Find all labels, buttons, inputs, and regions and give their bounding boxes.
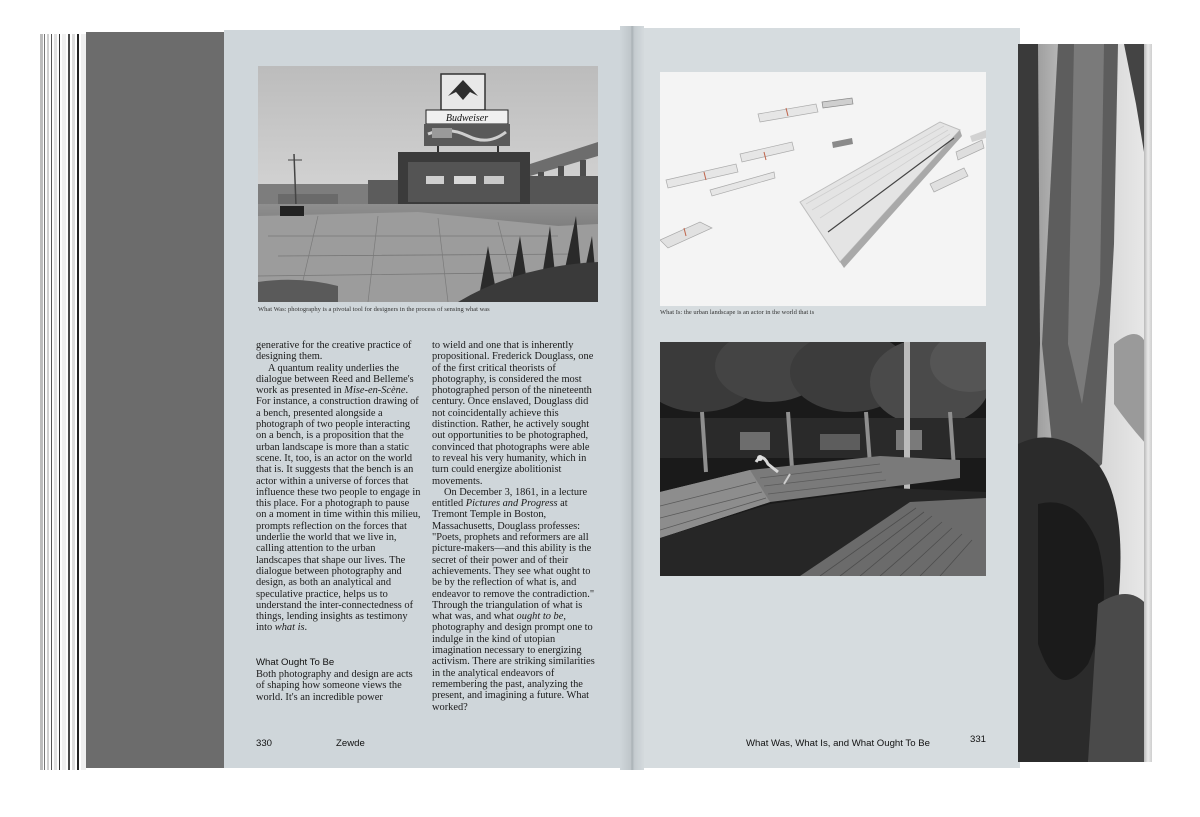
model-render-image: [660, 72, 986, 306]
grey-band: [86, 32, 224, 768]
paragraph: On December 3, 1861, in a lecture entitled Pictures and Progress at Tremont Temple in Boston, Massachusetts, Douglass professes: "Poets, prophets and reformers are all picture-makers—and this ability is the secret of their power and of their achievements. They see what ought to be by the reflection of what is, and endeavor to remove the contradiction." Through the triangulation of what is what was, and what ought to be, photography and design prompt one to indulge in the kind of utopian imagination necessary to energizing activism. There are striking similarities in the analytical endeavors of remembering the past, analyzing the present, and imagining a future. What worked?: [432, 486, 595, 713]
right-page-edge: [1144, 44, 1152, 762]
paragraph: Both photography and design are acts of shaping how someone views the world. It's an incredible power: [256, 669, 413, 703]
running-head-right: What Was, What Is, and What Ought To Be: [746, 738, 930, 749]
paragraph: to wield and one that is inherently propositional. Frederick Douglass, one of the first critical theorists of photography, is considered the most photographed person of the nineteenth century. Once enslaved, Douglass did not coincidentally achieve this distinction. Rather, he actively sought out opportunities to be photographed, convinced that photographs were able to reveal his very humanity, which in turn could energize abolitionist movements.: [432, 340, 594, 487]
next-page-photo: [1018, 44, 1146, 762]
bench-night-photo: [660, 342, 986, 576]
page-number-left: 330: [256, 738, 273, 749]
paragraph: generative for the creative practice of designing them.: [256, 340, 412, 363]
billboard-text: Budweiser: [445, 113, 489, 124]
page-edges: [40, 34, 88, 770]
left-page-column-2: [432, 340, 598, 713]
gutter: [620, 26, 644, 770]
left-image-caption: What Was: photography is a pivotal tool for designers in the process of sensing what was: [258, 306, 490, 313]
page-number-right: 331: [970, 734, 987, 745]
left-page-column-1: [256, 340, 422, 703]
paragraph: A quantum reality underlies the dialogue between Reed and Belleme's work as presented in Mise-en-Scène. For instance, a construction drawing of a bench, presented alongside a photograph of two people interacting on a bench, is a proposition that the urban landscape is more than a static scene. It, too, is an actor on the world that is. It suggests that the bench is an actor within a universe of forces that influence these two people to engage in this place. For a photograph to pause on a moment in time within this milieu, prompts reflection on the forces that underlie the world that we live in, calling attention to the urban landscapes that shape our lives. The dialogue between photography and design, as both an analytical and speculative practice, helps us to understand the inter-connectedness of things, lending insights as testimony into what is.: [256, 362, 421, 634]
running-head-left: Zewde: [336, 738, 365, 749]
right-image-caption: What Is: the urban landscape is an actor in the world that is: [660, 309, 815, 316]
section-subheading: What Ought To Be: [256, 656, 335, 668]
billboard-photo: [258, 66, 598, 302]
